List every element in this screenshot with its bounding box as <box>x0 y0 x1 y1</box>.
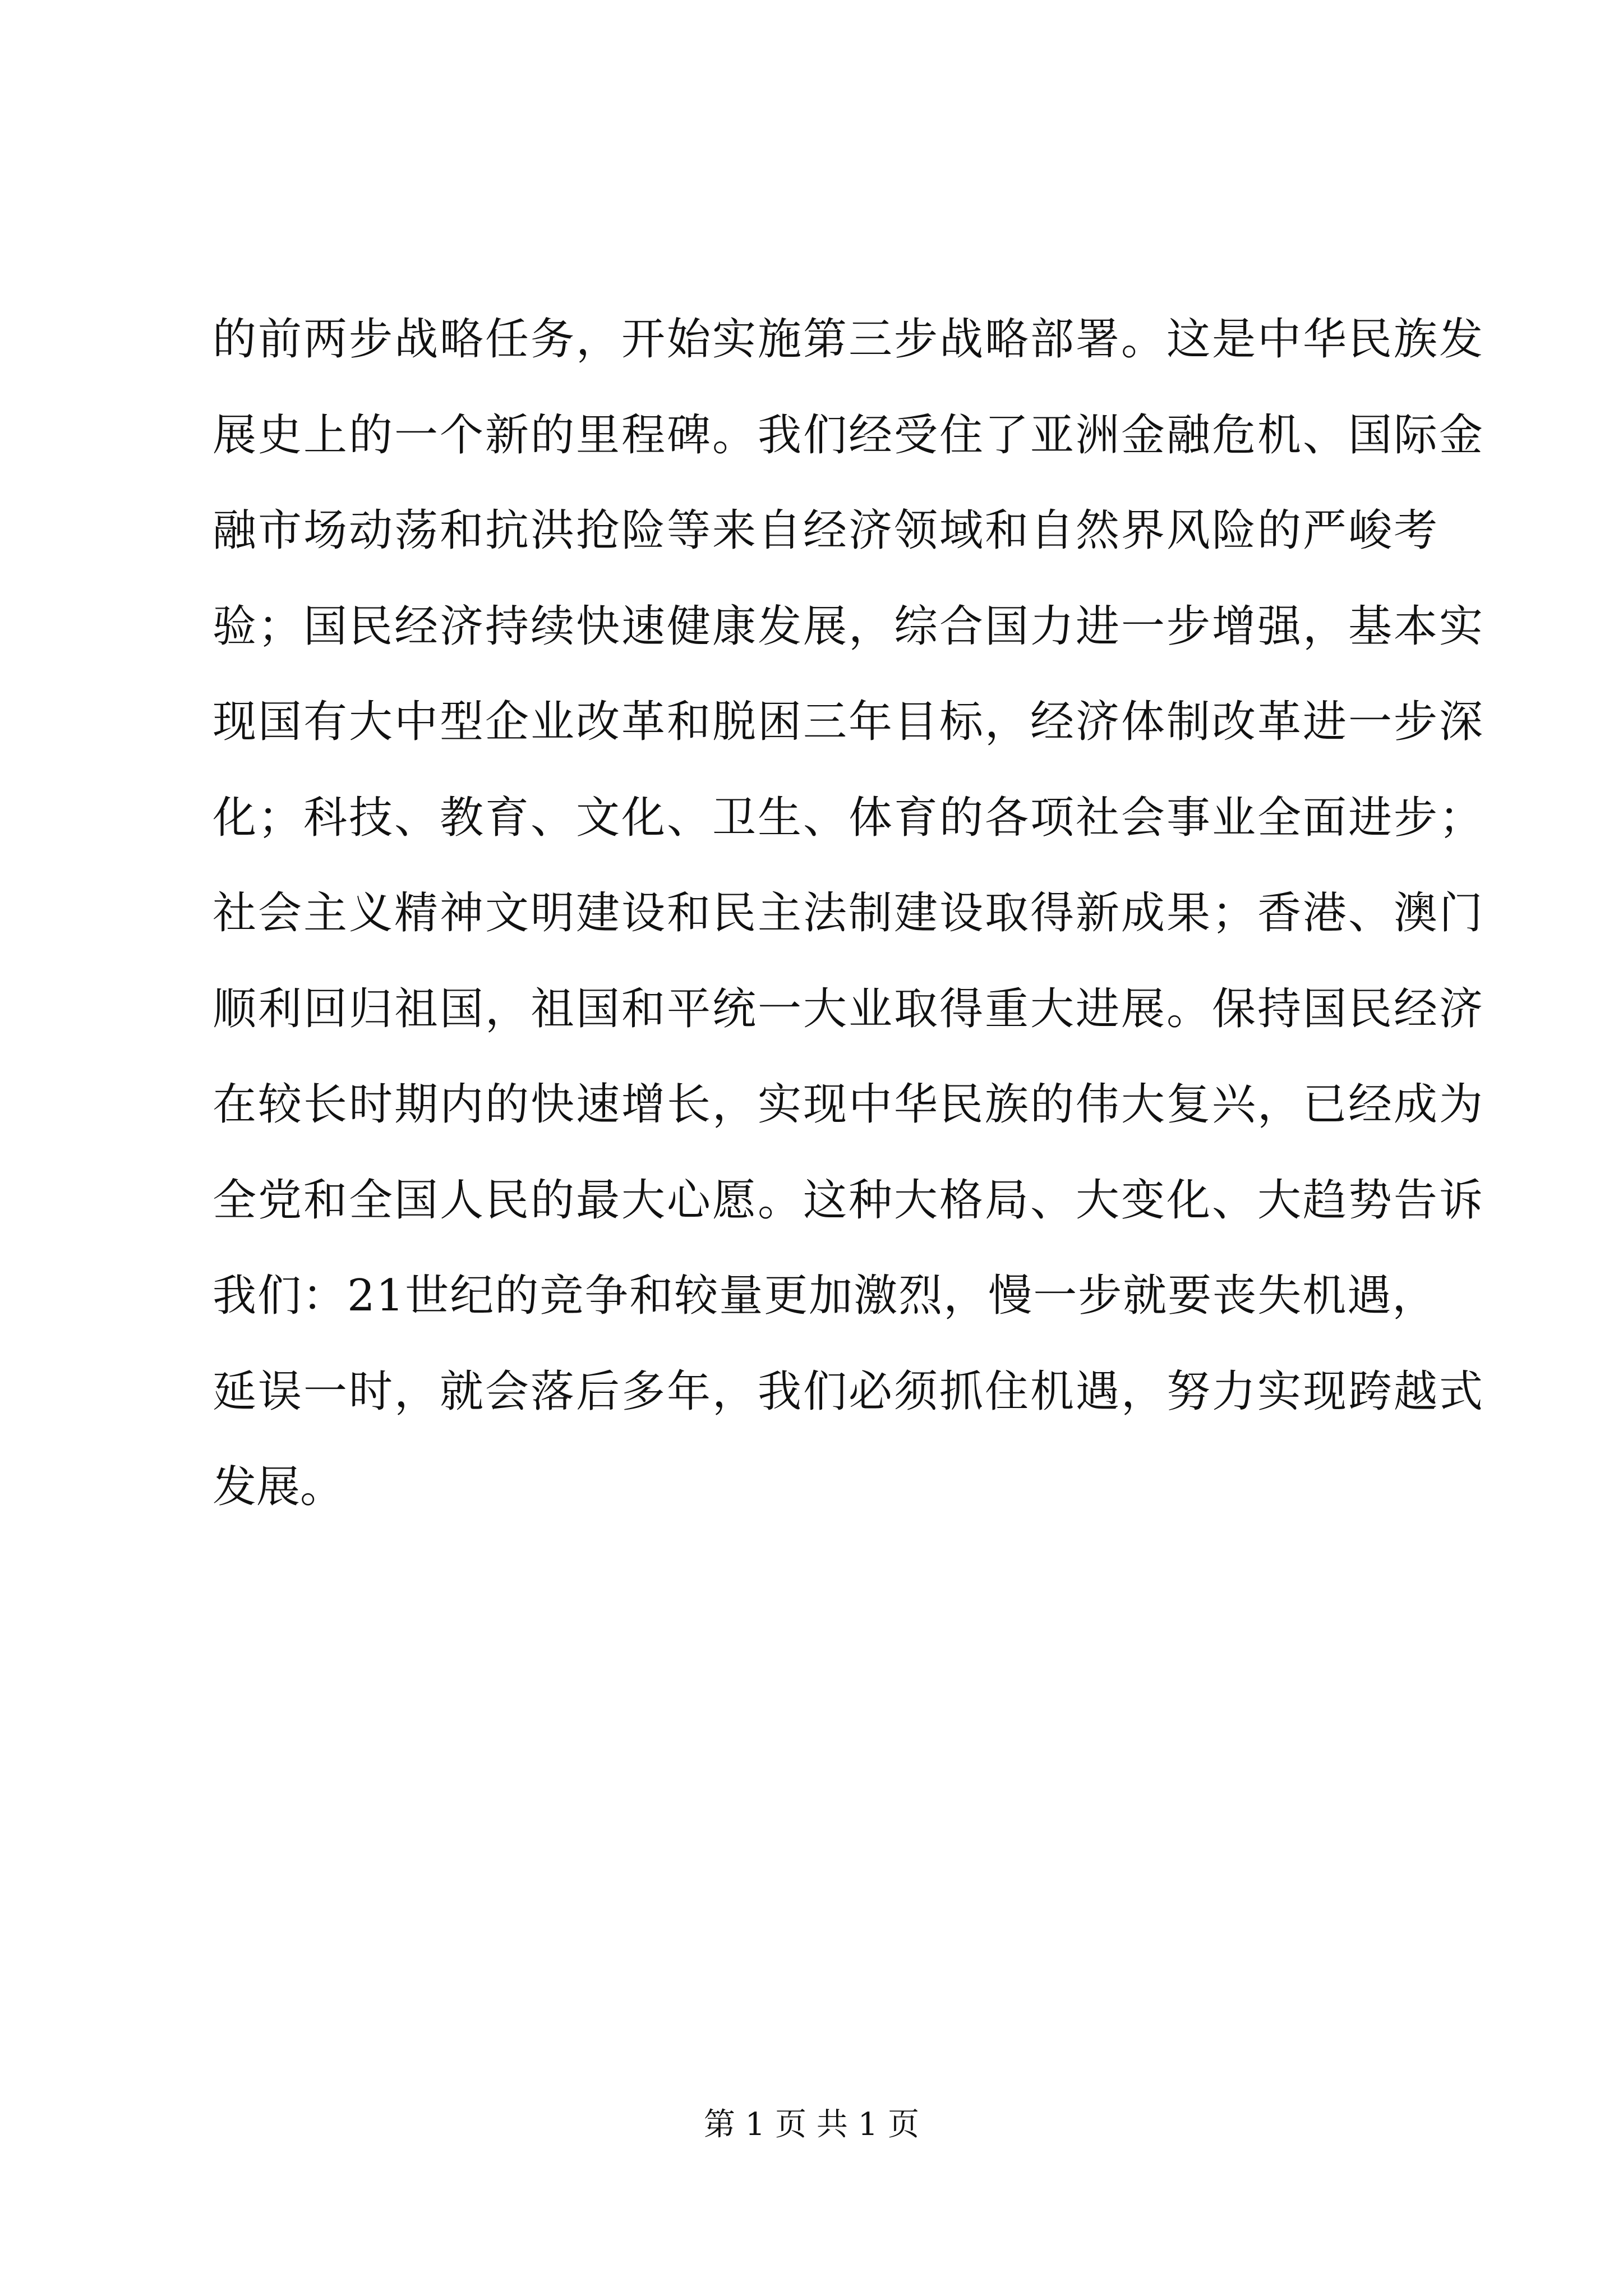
paragraph-line: 我们：21世纪的竞争和较量更加激烈，慢一步就要丧失机遇， <box>213 1271 1437 1321</box>
paragraph-line: 化；科技、教育、文化、卫生、体育的各项社会事业全面进步； <box>213 792 1485 843</box>
paragraph-line: 全党和全国人民的最大心愿。这种大格局、大变化、大趋势告诉 <box>213 1175 1485 1226</box>
paragraph-line: 延误一时，就会落后多年，我们必须抓住机遇，努力实现跨越式 <box>213 1366 1485 1417</box>
paragraph-line: 发展。 <box>213 1462 344 1512</box>
paragraph-line: 在较长时期内的快速增长，实现中华民族的伟大复兴，已经成为 <box>213 1079 1485 1130</box>
paragraph-line: 社会主义精神文明建设和民主法制建设取得新成果；香港、澳门 <box>213 888 1485 938</box>
paragraph-line: 顺利回归祖国，祖国和平统一大业取得重大进展。保持国民经济 <box>213 983 1485 1034</box>
paragraph-line: 验；国民经济持续快速健康发展，综合国力进一步增强，基本实 <box>213 601 1485 652</box>
paragraph-line: 的前两步战略任务，开始实施第三步战略部署。这是中华民族发 <box>213 314 1485 365</box>
body-paragraph <box>213 292 1485 1535</box>
paragraph-line: 融市场动荡和抗洪抢险等来自经济领域和自然界风险的严峻考 <box>213 505 1440 556</box>
paragraph-line: 现国有大中型企业改革和脱困三年目标，经济体制改革进一步深 <box>213 697 1485 747</box>
paragraph-line: 展史上的一个新的里程碑。我们经受住了亚洲金融危机、国际金 <box>213 409 1485 461</box>
page-number-footer: 第 1 页 共 1 页 <box>703 2106 920 2143</box>
